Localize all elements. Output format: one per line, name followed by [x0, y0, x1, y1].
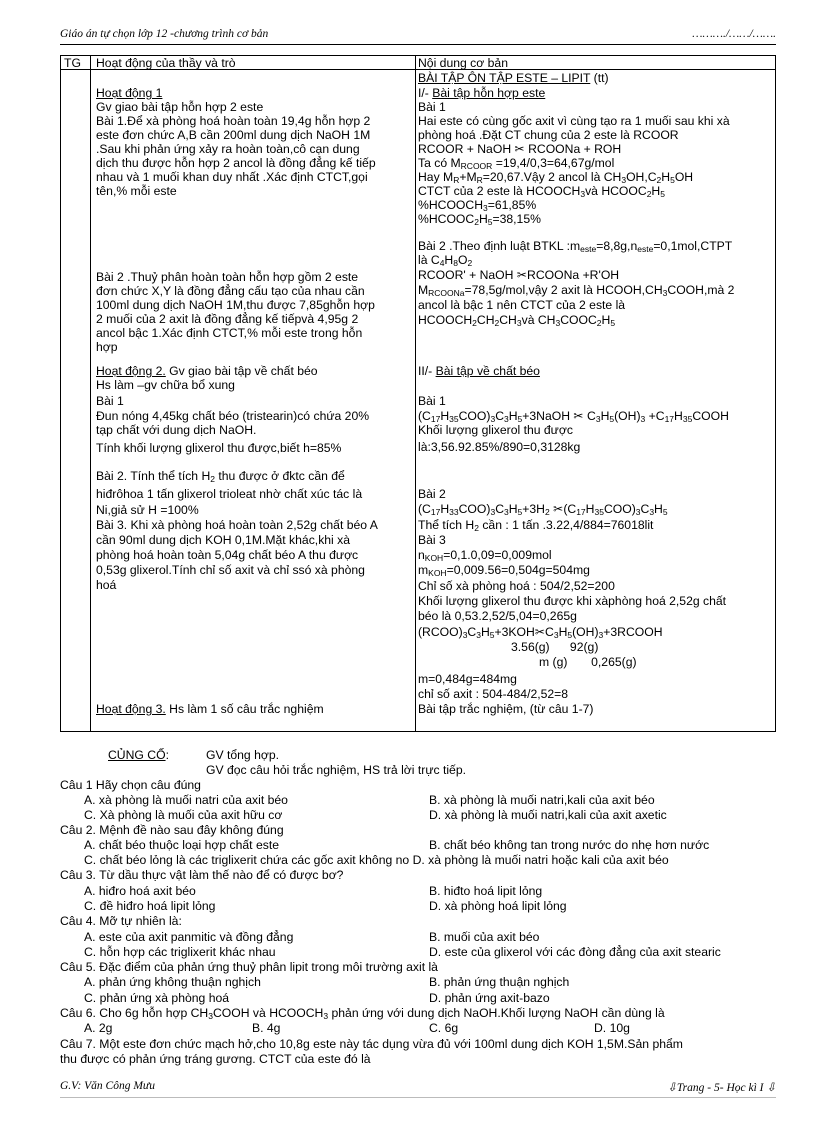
activity-text: phòng hoá hoàn toàn 5,04g chất béo A thu được: [96, 548, 359, 562]
content-text: Bài 2 .Theo định luật BTKL $:m_{este}=8,8g,n_{este}=0,1mol,CTPT$: [418, 239, 733, 254]
question: Câu 4. Mỡ tự nhiên là:: [60, 914, 182, 928]
content-text: $m_{KOH}=0,009.56=0,504g=504mg$: [418, 563, 590, 578]
activity-text: Đun nóng 4,45kg chất béo (tristearin)có chứa 20%: [96, 409, 370, 423]
answer-option: D. xà phòng hoá lipit lỏng: [429, 899, 567, 913]
activity-text: tên,% mỗi este: [96, 184, 177, 198]
content-text: CTCT của 2 este là $HCOOCH_3và$ $HCOOC_2H_5$: [418, 184, 665, 199]
content-text: m (g) 0,265(g): [539, 655, 637, 669]
activity-text: Bài 1: [96, 394, 124, 408]
question: Câu 3. Từ dầu thực vật làm thế nào để có được bơ?: [60, 868, 344, 882]
summary-text: GV tổng hợp.: [206, 748, 280, 762]
answer-option: B. 4g: [252, 1021, 281, 1035]
content-text: RCOOR' + NaOH ✂RCOONa +R'OH: [418, 268, 620, 282]
col-header-time: TG: [64, 56, 81, 70]
answer-option: D. 10g: [594, 1021, 630, 1035]
activity-text: Tính khối lượng glixerol thu được,biết h=85%: [96, 441, 342, 455]
answer-option: B. muối của axit béo: [429, 930, 540, 944]
content-text: $M_{RCOONa}=78,5g/mol,vậy$ 2 axit là $HCOOH,CH_3COOH,mà$ 2: [418, 283, 735, 298]
activity-text: dịch thu được hỗn hợp 2 ancol là đồng đẳng kế tiếp: [96, 156, 376, 170]
answer-option: C. hỗn hợp các triglixerit khác nhau: [84, 945, 276, 959]
answer-option: A. este của axit panmitic và đồng đẳng: [84, 930, 294, 944]
question: thu được có phản ứng tráng gương. CTCT của este đó là: [60, 1052, 371, 1066]
content-text: Hay $M_R+M_R=20,67.Vậy$ 2 ancol là $CH_3OH,C_2H_5OH$: [418, 170, 694, 185]
activity-text: Bài 2 .Thuỷ phân hoàn toàn hỗn hợp gồm 2 este: [96, 270, 359, 284]
activity-text: este đơn chức A,B cần 200ml dung dịch NaOH 1M: [96, 128, 371, 142]
activity-text: hợp: [96, 340, 118, 354]
answer-option: B. xà phòng là muối natri,kali của axit béo: [429, 793, 655, 807]
content-text: béo là 0,53.2,52/5,04=0,265g: [418, 609, 577, 623]
answer-option: A. 2g: [84, 1021, 113, 1035]
content-text: RCOOR + NaOH ✂ RCOONa + ROH: [418, 142, 622, 156]
content-text: Khối lượng glixerol thu được: [418, 423, 573, 437]
answer-option: A. xà phòng là muối natri của axit béo: [84, 793, 288, 807]
content-text: phòng hoá .Đặt CT chung của 2 este là RCOOR: [418, 128, 679, 142]
content-text: Bài 2: [418, 487, 446, 501]
answer-option: A. phản ứng không thuận nghịch: [84, 975, 261, 989]
answer-option: C. chất béo lỏng là các triglixerit chứa các gốc axit không no D. xà phòng là muối natri hoặc kali của axit béo: [84, 853, 669, 867]
question: Câu 5. Đặc điểm của phản ứng thuỷ phân lipit trong môi trường axit là: [60, 960, 438, 974]
answer-option: B. phản ứng thuận nghịch: [429, 975, 570, 989]
activity-text: Ni,giả sử H =100%: [96, 503, 199, 517]
page-header: [60, 28, 776, 45]
activity-text: hiđrôhoa 1 tấn glixerol trioleat nhờ chất xúc tác là: [96, 487, 363, 501]
col-header-activity: Hoạt động của thầy và trò: [96, 56, 236, 70]
answer-option: A. chất béo thuộc loại hợp chất este: [84, 838, 279, 852]
content-text: là:3,56.92.85%/890=0,3128kg: [418, 440, 581, 454]
activity-2-heading: Hoạt động 2.: [96, 364, 166, 378]
content-text: m=0,484g=484mg: [418, 672, 517, 686]
lesson-table: [60, 55, 776, 732]
answer-option: B. chất béo không tan trong nước do nhẹ hơn nước: [429, 838, 710, 852]
content-text: 3.56(g) 92(g): [511, 640, 599, 654]
answer-option: B. hiđto hoá lipit lỏng: [429, 884, 543, 898]
activity-text: tạp chất với dung dịch NaOH.: [96, 423, 257, 437]
content-text: $\%HCOOCH_3=61,85\%$: [418, 198, 537, 213]
activity-text: nhau và 1 muối khan duy nhất .Xác định CTCT,gọi: [96, 170, 368, 184]
activity-2-line: Hoạt động 2. Gv giao bài tập về chất béo: [96, 364, 318, 378]
activity-text: Bài 1.Để xà phòng hoá hoàn toàn 19,4g hỗn hợp 2: [96, 114, 371, 128]
content-text: $HCOOCH_2CH_2CH_3và$ $CH_3COOC_2H_5$: [418, 313, 616, 328]
page-footer: [60, 1080, 776, 1092]
activity-1-heading: Hoạt động 1: [96, 86, 163, 100]
content-text: Ta có $M_{RCOOR} =19,4/0,3=64,67g/mol$: [418, 156, 615, 171]
header-date-placeholder: ………./……/…….: [692, 28, 776, 40]
content-text: Bài 1: [418, 394, 446, 408]
answer-option: C. Xà phòng là muối của axit hữu cơ: [84, 808, 283, 822]
content-text: Thể tích $H_2$ cần : 1 tấn .3.22,4/884=76018lit: [418, 518, 654, 533]
answer-option: D. phản ứng axit-bazo: [429, 991, 550, 1005]
section-2-heading: II/- Bài tập về chất béo: [418, 364, 540, 378]
activity-text: ancol bậc 1.Xác định CTCT,% mỗi este trong hỗn: [96, 326, 363, 340]
answer-option: A. hiđro hoá axit béo: [84, 884, 196, 898]
activity-text: đơn chức X,Y là đồng đẳng cấu tạo của nhau cần: [96, 284, 365, 298]
content-text: $(C_{17}H_{35}COO)_3C_3H_5+3NaOH$ ✂ $C_3H_5(OH)_3$ $+C_{17}H_{35}COOH$: [418, 409, 729, 424]
footer-author: G.V: Văn Công Mưu: [60, 1080, 155, 1092]
activity-text: Hs làm –gv chữa bổ xung: [96, 378, 235, 392]
question: Câu 7. Một este đơn chức mạch hở,cho 10,8g este này tác dụng vừa đủ với 100ml dung dịch KOH 1,5M.Sản phẩm: [60, 1037, 683, 1051]
footer-rule: [60, 1097, 776, 1098]
question: Câu 6. Cho 6g hỗn hợp $CH_3COOH$ và $HCOOCH_3$ phản ứng với dung dịch NaOH.Khối lượng NaOH cần dùng là: [60, 1006, 665, 1021]
question: Câu 2. Mệnh đề nào sau đây không đúng: [60, 823, 284, 837]
content-text: Bài 3: [418, 533, 446, 547]
content-text: $(RCOO)_3C_3H_5+3KOH✂C_3H_5(OH)_3+3RCOOH$: [418, 625, 663, 640]
content-text: ancol là bậc 1 nên CTCT của 2 este là: [418, 298, 626, 312]
content-text: $(C_{17}H_{33}COO)_3C_3H_5+3H_2$ $✂(C_{17}H_{35}COO)_3C_3H_5$: [418, 502, 668, 517]
content-text: Hai este có cùng gốc axit vì cùng tạo ra 1 muối sau khi xà: [418, 114, 730, 128]
activity-text: .Sau khi phản ứng xảy ra hoàn toàn,cô cạn dung: [96, 142, 360, 156]
activity-text: cần 90ml dung dịch KOH 0,1M.Mặt khác,khi xà: [96, 533, 351, 547]
col-header-content: Nội dung cơ bản: [418, 56, 508, 70]
content-text: chỉ số axit : 504-484/2,52=8: [418, 687, 569, 701]
column-divider: [90, 56, 91, 731]
section-1-heading: I/- Bài tập hỗn hợp este: [418, 86, 546, 100]
activity-text: 100ml dung dịch NaOH 1M,thu được 7,85ghỗn hợp: [96, 298, 375, 312]
activity-text: 0,53g glixerol.Tính chỉ số axit và chỉ ssó xà phòng: [96, 563, 365, 577]
activity-text: hoá: [96, 578, 117, 592]
content-text: là $C_4H_8O_2$: [418, 253, 473, 268]
activity-text: Gv giao bài tập hỗn hợp 2 este: [96, 100, 264, 114]
lesson-title: BÀI TẬP ÔN TẬP ESTE – LIPIT (tt): [418, 71, 609, 85]
answer-option: C. phản ứng xà phòng hoá: [84, 991, 230, 1005]
activity-3-line: Hoạt động 3. Hs làm 1 số câu trắc nghiệm: [96, 702, 324, 716]
summary-text: GV đọc câu hỏi trắc nghiệm, HS trả lời trực tiếp.: [206, 763, 467, 777]
content-text: Bài 1: [418, 100, 446, 114]
header-title: Giáo án tự chọn lớp 12 -chương trình cơ bản: [60, 28, 269, 40]
answer-option: D. xà phòng là muối natri,kali của axit axetic: [429, 808, 667, 822]
content-text: Bài tập trắc nghiệm, (từ câu 1-7): [418, 702, 594, 716]
question: Câu 1 Hãy chọn câu đúng: [60, 778, 201, 792]
answer-option: C. đề hiđro hoá lipit lỏng: [84, 899, 216, 913]
answer-option: C. 6g: [429, 1021, 459, 1035]
activity-text: 2 muối của 2 axit là đồng đẳng kế tiếpvà 4,95g 2: [96, 312, 359, 326]
content-text: Chỉ số xà phòng hoá : 504/2,52=200: [418, 579, 615, 593]
activity-text: Bài 3. Khi xà phòng hoá hoàn toàn 2,52g chất béo A: [96, 518, 378, 532]
content-text: $\%HCOOC_2H_5=38,15\%$: [418, 212, 541, 227]
activity-3-heading: Hoạt động 3.: [96, 702, 166, 716]
column-divider: [415, 56, 416, 731]
content-text: Khối lượng glixerol thu được khi xàphòng hoá 2,52g chất: [418, 594, 727, 608]
content-text: $n_{KOH}=0,1.0,09=0,009mol$: [418, 548, 552, 563]
footer-page-number: ⇩Trang - 5- Học kì I ⇩: [667, 1082, 776, 1094]
activity-text: Bài 2. Tính thể tích $H_2$ thu được ở đktc cần để: [96, 469, 345, 484]
answer-option: D. este của glixerol với các đòng đẳng của axit stearic: [429, 945, 721, 959]
summary-label: CỦNG CỐ:: [108, 748, 169, 762]
